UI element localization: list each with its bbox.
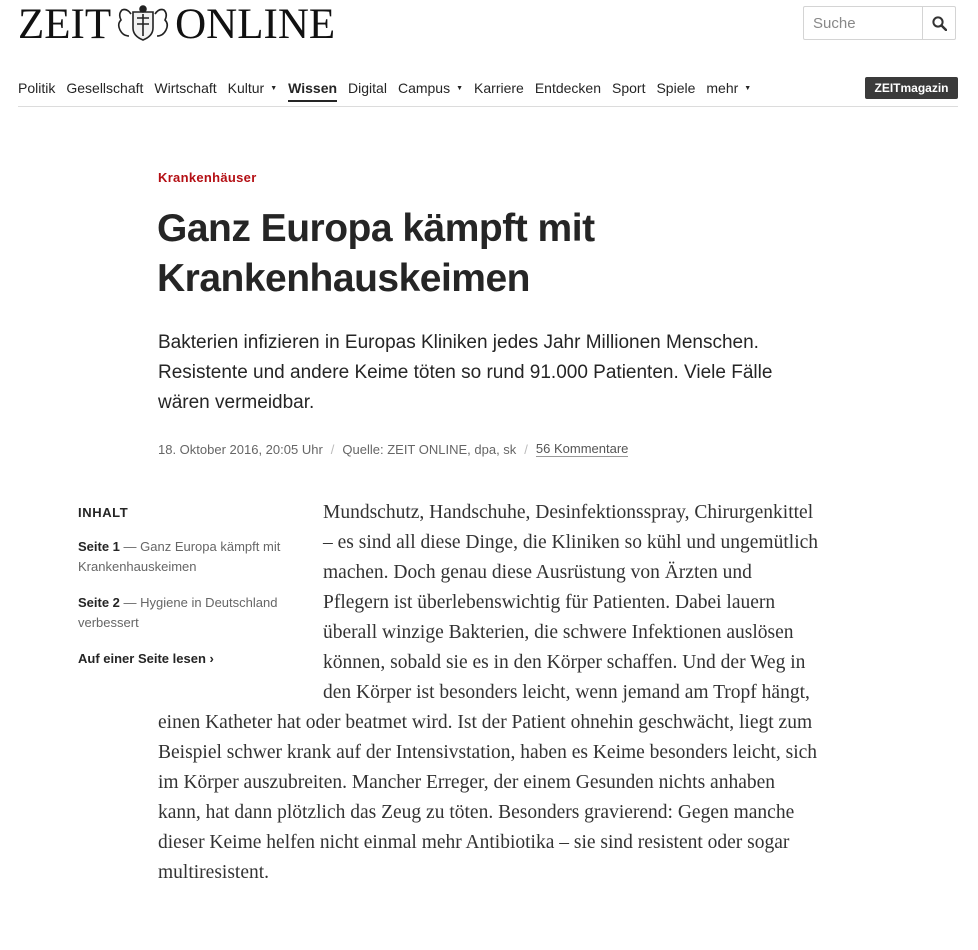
article-source: Quelle: ZEIT ONLINE, dpa, sk	[342, 441, 517, 457]
nav-item-digital[interactable]	[348, 80, 387, 96]
article-body-text: Mundschutz, Handschuhe, Desinfektionsspray, Chirurgenkittel – es sind all diese Dinge, die Kliniken so kühl und ungemütlich machen. Doch genau diese Ausrüstung von Ärzten und Pflegern ist überlebenswichtig für Patienten. Dabei lauern überall winzige Bakterien, die schwere Infektionen auslösen können, sobald sie es in den Körper schaffen. Und der Weg in den Körper ist besonders leicht, wenn jemand am Tropf hängt, einen Katheter hat oder beatmet wird. Ist der Patient ohnehin geschwächt, liegt zum Beispiel schwer krank auf der Intensivstation, haben es Keime besonders leicht, sich im Körper auszubreiten. Mancher Erreger, der einem Gesunden nichts anhaben kann, hat dann plötzlich das Zeug zu töten. Besonders gravierend: Gegen manche dieser Keime helfen nicht einmal mehr Antibiotika – sie sind resistent oder sogar multiresistent.	[158, 502, 819, 883]
toc-page-title: — Hygiene in Deutschland verbessert	[78, 595, 278, 630]
caret-down-icon: ▼	[270, 84, 278, 92]
nav-item-wissen[interactable]	[288, 80, 337, 102]
nav-item-kultur[interactable]	[228, 80, 278, 96]
nav-item-wirtschaft[interactable]	[154, 80, 216, 96]
site-logo[interactable]	[18, 2, 335, 46]
meta-separator: /	[330, 441, 335, 457]
nav-item-mehr[interactable]	[706, 80, 751, 96]
nav-item-label: Digital	[348, 80, 387, 96]
search-input[interactable]	[804, 7, 922, 39]
nav-item-label: mehr	[706, 80, 739, 96]
nav-item-label: Kultur	[227, 80, 265, 96]
nav-item-entdecken[interactable]	[535, 80, 601, 96]
nav-item-politik[interactable]	[18, 80, 55, 96]
nav-item-gesellschaft[interactable]	[66, 80, 143, 96]
article-summary: Bakterien infizieren in Europas Kliniken jedes Jahr Millionen Menschen. Resistente und andere Keime töten so rund 91.000 Patienten. Viele Fälle wären vermeidbar.	[158, 332, 773, 413]
nav-item-sport[interactable]	[612, 80, 645, 96]
toc-entry-page-2[interactable]	[78, 593, 288, 633]
nav-item-label: Gesellschaft	[66, 80, 144, 96]
nav-item-label: Sport	[612, 80, 646, 96]
nav-item-label: Wissen	[288, 80, 338, 96]
eagle-crest-icon	[113, 4, 173, 44]
nav-item-label: Politik	[18, 80, 56, 96]
article-kicker[interactable]: Krankenhäuser	[158, 170, 257, 185]
toc-heading: INHALT	[78, 505, 129, 520]
nav-item-label: Entdecken	[534, 80, 601, 96]
logo-text-online: ONLINE	[175, 0, 336, 48]
nav-item-label: Spiele	[656, 80, 696, 96]
toc-page-title: — Ganz Europa kämpft mit Krankenhauskeimen	[78, 539, 281, 574]
header-divider	[18, 106, 958, 107]
logo-text-zeit: ZEIT	[18, 0, 112, 48]
comments-link[interactable]: 56 Kommentare	[535, 441, 629, 456]
nav-item-label: Campus	[397, 80, 451, 96]
article-meta	[158, 441, 628, 457]
toc-page-number: Seite 2	[78, 595, 120, 610]
nav-item-label: Karriere	[474, 80, 524, 96]
caret-down-icon: ▼	[744, 84, 752, 92]
nav-item-label: Wirtschaft	[154, 80, 217, 96]
nav-item-spiele[interactable]	[656, 80, 695, 96]
article-date: 18. Oktober 2016, 20:05 Uhr	[158, 441, 323, 457]
zeitmagazin-button[interactable]: ZEITmagazin	[865, 77, 958, 99]
main-navigation	[18, 78, 762, 98]
search-button[interactable]	[922, 7, 955, 39]
caret-down-icon: ▼	[456, 84, 464, 92]
read-on-one-page-link[interactable]: Auf einer Seite lesen ›	[78, 651, 214, 666]
nav-item-karriere[interactable]	[474, 80, 524, 96]
toc-page-number: Seite 1	[78, 539, 120, 554]
search-box	[803, 6, 956, 40]
toc-entry-page-1[interactable]	[78, 537, 288, 577]
search-icon	[932, 16, 947, 31]
nav-item-campus[interactable]	[398, 80, 463, 96]
article-title: Ganz Europa kämpft mit Krankenhauskeimen	[157, 207, 595, 300]
table-of-contents	[78, 503, 288, 669]
meta-separator: /	[524, 441, 528, 457]
